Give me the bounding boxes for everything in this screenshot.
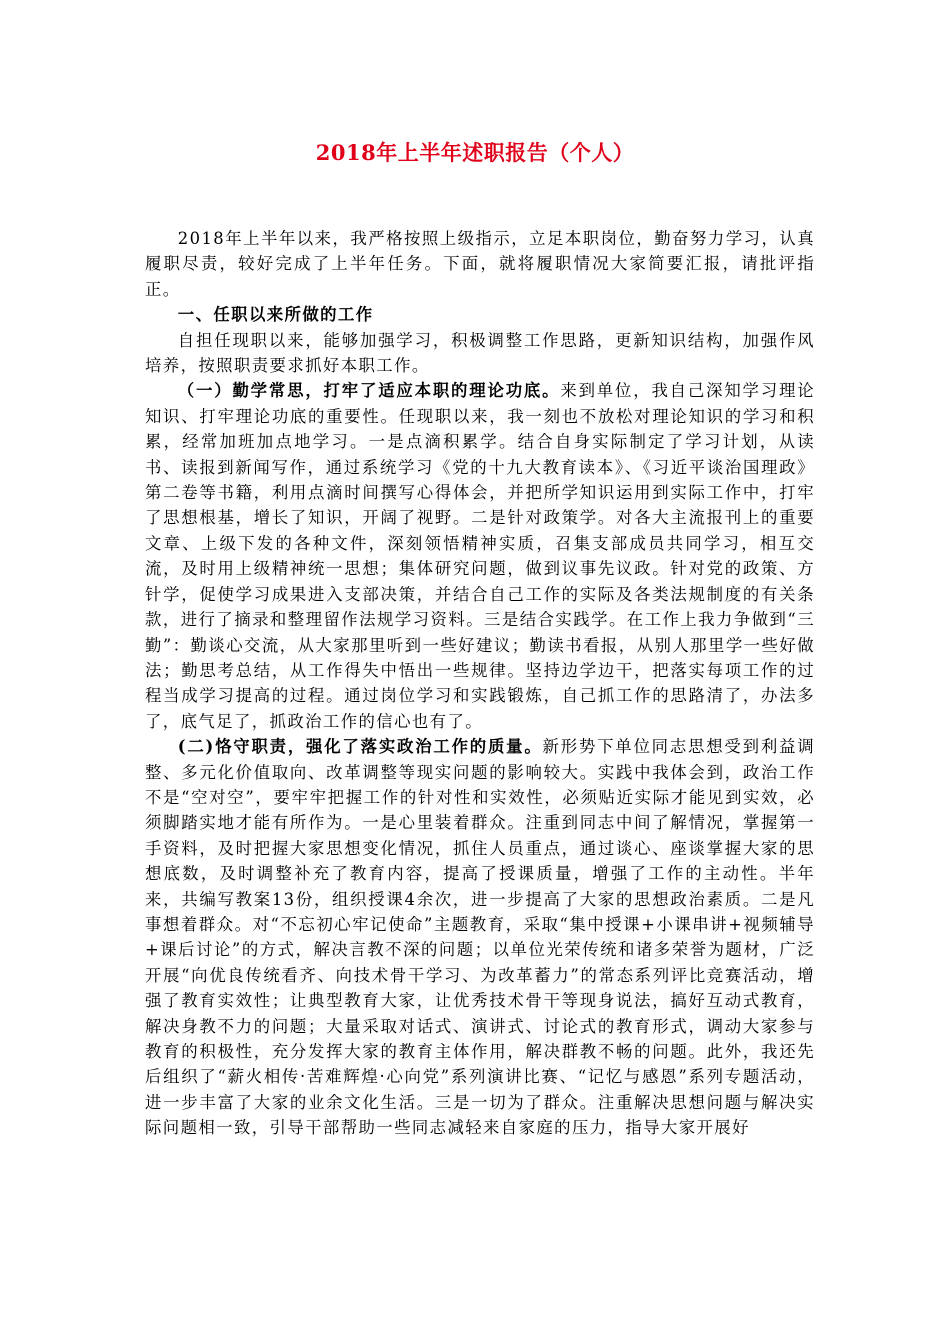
item-one-paragraph [145, 378, 815, 734]
document-body [145, 226, 815, 1141]
section-heading: 一、任职以来所做的工作 [177, 305, 374, 325]
document-title: 2018年上半年述职报告（个人） [315, 140, 635, 165]
item-one-text: 来到单位，我自己深知学习理论知识、打牢理论功底的重要性。任现职以来，我一刻也不放松对理论知识的学习和积累，经常加班加点地学习。一是点滴积累学。结合自身实际制定了学习计划，从读书、读报到新闻写作，通过系统学习《党的十九大教育读本》、《习近平谈治国理政》第二卷等书籍，利用点滴时间撰写心得体会，并把所学知识运用到实际工作中，打牢了思想根基，增长了知识，开阔了视野。二是针对政策学。对各大主流报刊上的重要文章、上级下发的各种文件，深刻领悟精神实质，召集支部成员共同学习，相互交流，及时用上级精神统一思想；集体研究问题，做到议事先议政。针对党的政策、方针学，促使学习成果进入支部决策，并结合自己工作的实际及各类法规制度的有关条款，进行了摘录和整理留作法规学习资料。三是结合实践学。在工作上我力争做到“三勤”：勤谈心交流，从大家那里听到一些好建议；勤读书看报，从别人那里学一些好做法；勤思考总结，从工作得失中悟出一些规律。坚持边学边干，把落实每项工作的过程当成学习提高的过程。通过岗位学习和实践锻炼，自己抓工作的思路清了，办法多了，底气足了，抓政治工作的信心也有了。 [145, 381, 815, 731]
intro-paragraph: 2018年上半年以来，我严格按照上级指示，立足本职岗位，勤奋努力学习，认真履职尽责，较好完成了上半年任务。下面，就将履职情况大家简要汇报，请批评指正。 [145, 229, 815, 299]
item-two-paragraph [145, 734, 815, 1141]
item-one-lead: （一）勤学常思，打牢了适应本职的理论功底。 [177, 381, 561, 401]
section-intro-paragraph: 自担任现职以来，能够加强学习，积极调整工作思路，更新知识结构，加强作风培养，按照职责要求抓好本职工作。 [145, 330, 815, 376]
item-two-text: 新形势下单位同志思想受到利益调整、多元化价值取向、改革调整等现实问题的影响较大。实践中我体会到，政治工作不是“空对空”，要牢牢把握工作的针对性和实效性，必须贴近实际才能见到实效，必须脚踏实地才能有所作为。一是心里装着群众。注重到同志中间了解情况，掌握第一手资料，及时把握大家思想变化情况，抓住人员重点，通过谈心、座谈掌握大家的思想底数，及时调整补充了教育内容，提高了授课质量，增强了工作的主动性。半年来，共编写教案13份，组织授课4余次，进一步提高了大家的思想政治素质。二是凡事想着群众。对“不忘初心牢记使命”主题教育，采取“集中授课+小课串讲+视频辅导+课后讨论”的方式，解决言教不深的问题；以单位光荣传统和诸多荣誉为题材，广泛开展“向优良传统看齐、向技术骨干学习、为改革蓄力”的常态系列评比竞赛活动，增强了教育实效性；让典型教育大家，让优秀技术骨干等现身说法，搞好互动式教育，解决身教不力的问题；大量采取对话式、演讲式、讨论式的教育形式，调动大家参与教育的积极性，充分发挥大家的教育主体作用，解决群教不畅的问题。此外，我还先后组织了“薪火相传·苦难辉煌·心向党”系列演讲比赛、“记忆与感恩”系列专题活动，进一步丰富了大家的业余文化生活。三是一切为了群众。注重解决思想问题与解决实际问题相一致，引导干部帮助一些同志减轻来自家庭的压力，指导大家开展好 [145, 737, 815, 1138]
item-two-lead: (二)恪守职责，强化了落实政治工作的质量。 [177, 737, 543, 757]
